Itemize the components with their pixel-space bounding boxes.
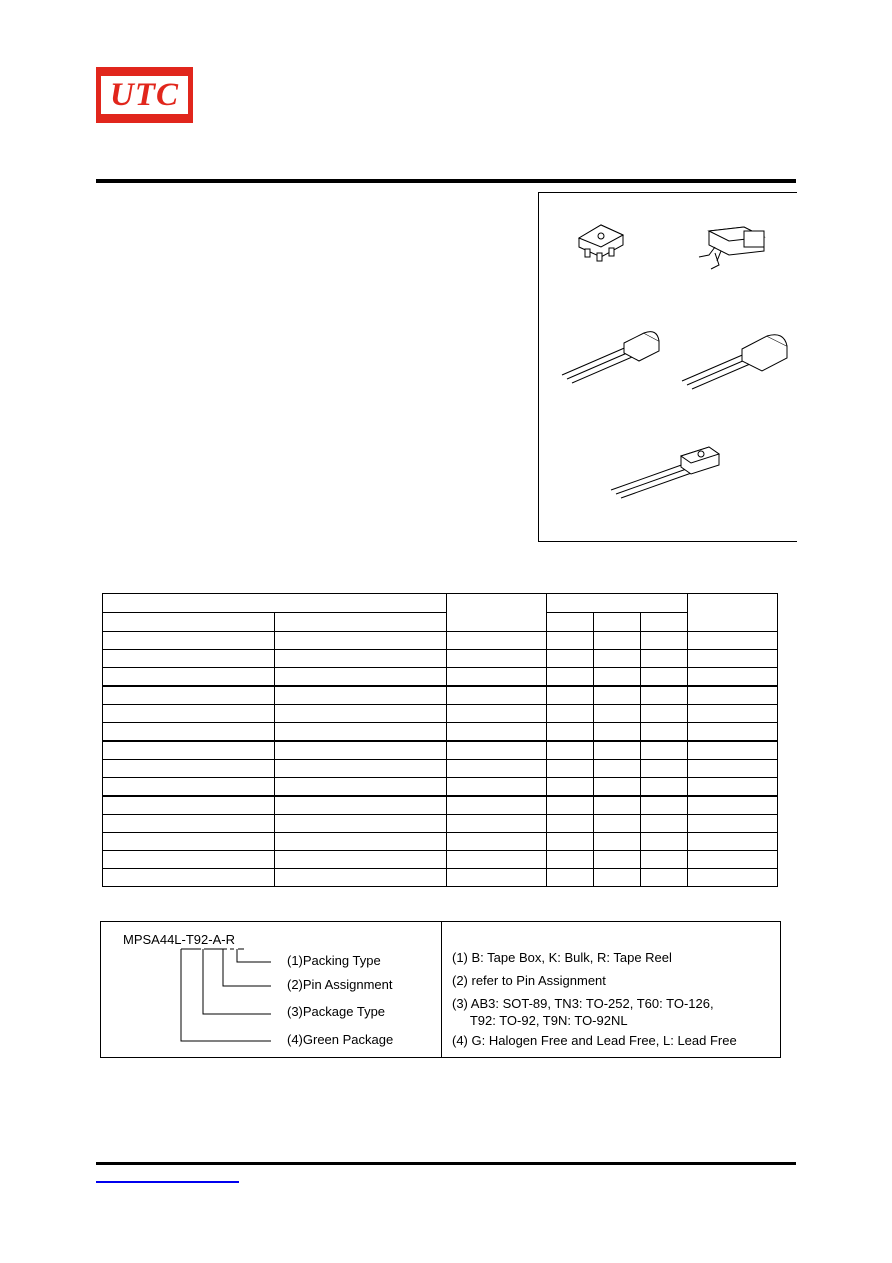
package-type-description-cont: T92: TO-92, T9N: TO-92NL — [452, 1013, 628, 1028]
green-package-label: (4)Green Package — [287, 1032, 394, 1047]
green-package-description: (4) G: Halogen Free and Lead Free, L: Lead Free — [452, 1033, 737, 1048]
table-row — [103, 741, 778, 760]
pin-assignment-label: (2)Pin Assignment — [287, 977, 393, 992]
to-126-package-icon — [611, 447, 719, 498]
table-header-row — [103, 594, 778, 613]
table-row — [103, 686, 778, 705]
sot-89-package-icon — [579, 225, 623, 261]
part-number-divider — [441, 922, 442, 1057]
package-type-description: (3) AB3: SOT-89, TN3: TO-252, T60: TO-126, — [452, 996, 714, 1011]
packing-type-description: (1) B: Tape Box, K: Bulk, R: Tape Reel — [452, 950, 672, 965]
part-number-example: MPSA44L-T92-A-R — [123, 932, 235, 947]
table-row — [103, 650, 778, 668]
table-row — [103, 632, 778, 650]
package-type-label: (3)Package Type — [287, 1004, 386, 1019]
table-row — [103, 668, 778, 687]
to-92-package-icon — [562, 332, 659, 383]
table-row — [103, 760, 778, 778]
header-rule — [96, 179, 796, 183]
to-92nl-package-icon — [682, 335, 787, 389]
pin-assignment-description: (2) refer to Pin Assignment — [452, 973, 606, 988]
packing-type-label: (1)Packing Type — [287, 953, 381, 968]
table-row — [103, 869, 778, 887]
package-figure — [538, 192, 797, 542]
utc-logo — [96, 67, 193, 123]
part-number-decoder — [100, 921, 781, 1058]
ordering-information-table — [102, 593, 778, 887]
table-row — [103, 723, 778, 742]
to-252-package-icon — [699, 227, 764, 269]
footer-rule — [96, 1162, 796, 1165]
table-row — [103, 796, 778, 815]
website-link[interactable] — [96, 1181, 239, 1183]
logo-text: UTC — [110, 76, 179, 113]
table-row — [103, 705, 778, 723]
table-row — [103, 833, 778, 851]
table-header-row — [103, 613, 778, 632]
table-row — [103, 851, 778, 869]
table-row — [103, 815, 778, 833]
table-row — [103, 778, 778, 797]
